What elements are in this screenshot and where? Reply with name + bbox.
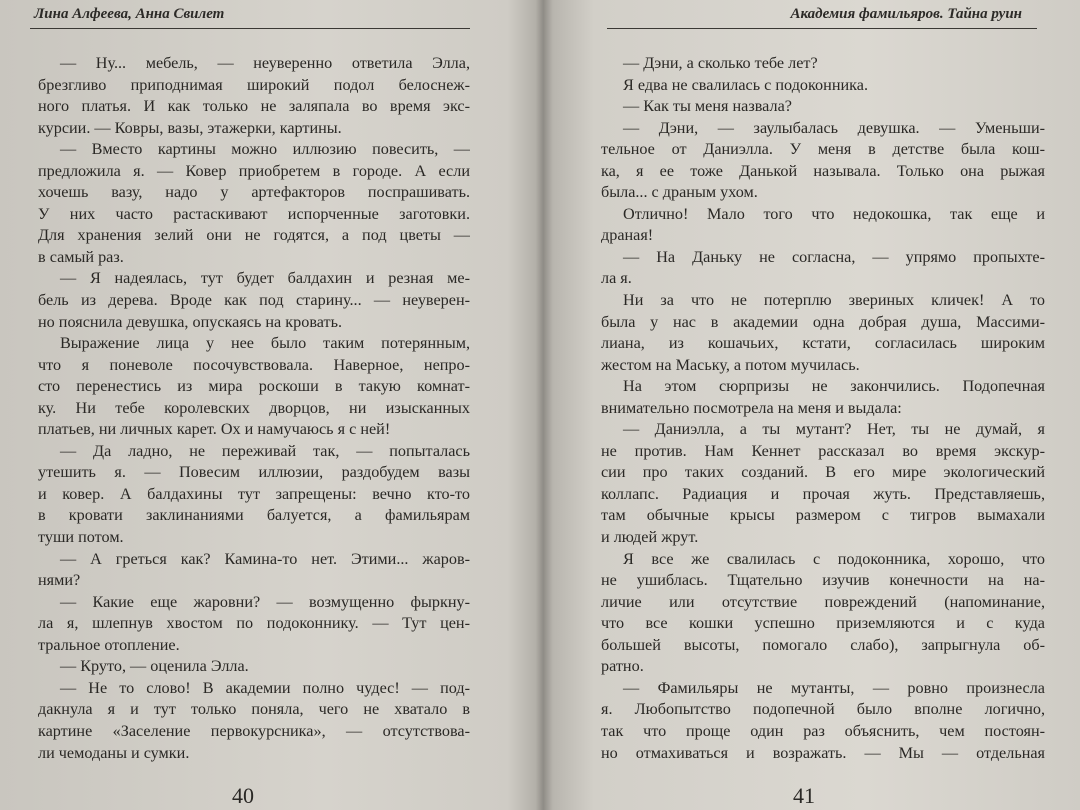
text-line: и людей жрут. bbox=[601, 528, 699, 547]
text-line: На этом сюрпризы не закончились. Подопечная bbox=[623, 377, 1045, 396]
text-line: — Дэни, — заулыбалась девушка. — Уменьши- bbox=[623, 118, 1045, 137]
text-line: но пояснила девушка, опускаясь на кровать. bbox=[38, 312, 343, 331]
text-line: была у нас в академии одна добрая душа, Массими- bbox=[601, 312, 1045, 331]
text-line: Я все же свалилась с подоконника, хорошо, что bbox=[623, 549, 1045, 568]
right-page bbox=[545, 0, 1080, 810]
text-line: не против. Нам Кеннет рассказал во время экскур- bbox=[601, 441, 1045, 460]
text-line: — Вместо картины можно иллюзию повесить, — bbox=[60, 140, 470, 159]
text-line: что все кошки успешно приземляются и с куда bbox=[601, 614, 1045, 633]
running-head-left: Лина Алфеева, Анна Свилет bbox=[34, 6, 225, 22]
text-line: ратно. bbox=[601, 657, 644, 676]
page-number-left: 40 bbox=[232, 783, 254, 808]
text-line: но отмахиваться и возражать. — Мы — отдельная bbox=[601, 743, 1045, 762]
text-line: сии про таких созданий. В его мире экологический bbox=[601, 463, 1045, 482]
text-line: — Круто, — оценила Элла. bbox=[60, 657, 249, 676]
text-line: брезгливо приподнимая широкий подол белоснеж- bbox=[38, 75, 470, 94]
text-line: что я поневоле посочувствовала. Наверное, непро- bbox=[38, 355, 470, 374]
text-line: была... с драным ухом. bbox=[601, 183, 758, 202]
text-line: курсии. — Ковры, вазы, этажерки, картины. bbox=[38, 118, 342, 137]
text-line: — Я надеялась, тут будет балдахин и резная ме- bbox=[60, 269, 470, 288]
text-line: дакнула я и тут только поняла, чего не хватало в bbox=[38, 700, 470, 719]
text-line: тельное от Даниэлла. У меня в детстве была кош- bbox=[601, 140, 1045, 159]
text-line: внимательно посмотрела на меня и выдала: bbox=[601, 398, 902, 417]
text-line: тральное отопление. bbox=[38, 635, 180, 654]
text-line: картине «Заселение первокурсника», — отсутствова- bbox=[38, 721, 470, 740]
text-line: и ковер. А балдахины тут запрещены: вечно кто-то bbox=[38, 484, 470, 503]
header-rule-right bbox=[607, 28, 1037, 29]
text-line: — Да ладно, не переживай так, — попыталась bbox=[60, 441, 470, 460]
text-line: не ушиблась. Тщательно изучив конечности на на- bbox=[601, 571, 1045, 590]
text-line: Отлично! Мало того что недокошка, так еще и bbox=[623, 204, 1045, 223]
text-line: большей высоты, помогало слабо), запрыгнула об- bbox=[601, 635, 1045, 654]
text-line: предложила я. — Ковер приобретем в городе. А если bbox=[38, 161, 470, 180]
text-line: — Какие еще жаровни? — возмущенно фыркну- bbox=[60, 592, 470, 611]
text-line: ли чемоданы и сумки. bbox=[38, 743, 190, 762]
text-line: бель из дерева. Вроде как под старину... — неуверен- bbox=[38, 291, 470, 310]
text-line: Выражение лица у нее было таким потерянным, bbox=[60, 334, 470, 353]
text-line: платьев, ни личных карет. Ох и намучаюсь я с ней! bbox=[38, 420, 391, 439]
text-line: — Даниэлла, а ты мутант? Нет, ты не думай, я bbox=[623, 420, 1045, 439]
text-line: хочешь вазу, надо у артефакторов поспрашивать. bbox=[38, 183, 470, 202]
text-line: лиана, из кошачьих, кстати, согласилась широким bbox=[601, 334, 1045, 353]
right-page-text bbox=[601, 53, 1045, 764]
text-line: — Дэни, а сколько тебе лет? bbox=[623, 54, 818, 72]
text-line: ку. Ни тебе королевских дворцов, ни изысканных bbox=[38, 398, 470, 417]
text-line: я. Любопытство подопечной было вполне логично, bbox=[601, 700, 1045, 719]
text-line: — Фамильяры не мутанты, — ровно произнесла bbox=[623, 678, 1045, 697]
text-line: У них часто растаскивают испорченные заготовки. bbox=[38, 204, 470, 223]
text-line: так что проще один раз объяснить, чем постоян- bbox=[601, 721, 1045, 740]
text-line: ла я, шлепнув хвостом по подоконнику. — Тут цен- bbox=[38, 614, 470, 633]
text-line: — Как ты меня назвала? bbox=[623, 97, 792, 116]
text-line: Ни за что не потерплю звериных кличек! А то bbox=[623, 291, 1045, 310]
text-line: в кровати заклинаниями балуется, а фамильярам bbox=[38, 506, 470, 525]
text-line: нями? bbox=[38, 571, 81, 590]
header-rule-left bbox=[30, 28, 470, 29]
text-line: — Не то слово! В академии полно чудес! — под- bbox=[60, 678, 470, 697]
left-page-text bbox=[38, 53, 470, 764]
text-line: в самый раз. bbox=[38, 247, 124, 266]
text-line: сто перенестись из мира роскоши в такую комнат- bbox=[38, 377, 470, 396]
text-line: — На Даньку не согласна, — упрямо пропыхте- bbox=[623, 247, 1045, 266]
text-line: Для хранения зелий они не годятся, а под цветы — bbox=[38, 226, 470, 245]
text-line: — А греться как? Камина-то нет. Этими... жаров- bbox=[60, 549, 470, 568]
text-line: туши потом. bbox=[38, 528, 124, 547]
text-line: коллапс. Радиация и прочая жуть. Представляешь, bbox=[601, 484, 1045, 503]
text-line: — Ну... мебель, — неуверенно ответила Элла, bbox=[60, 54, 470, 72]
text-line: личие или отсутствие повреждений (напоминание, bbox=[601, 592, 1045, 611]
text-line: ного платья. И как только не заляпала во время экс- bbox=[38, 97, 470, 116]
text-line: утешить я. — Повесим иллюзии, раздобудем вазы bbox=[38, 463, 470, 482]
page-number-right: 41 bbox=[793, 783, 815, 808]
text-line: жестом на Маську, а потом мучилась. bbox=[601, 355, 860, 374]
text-line: Я едва не свалилась с подоконника. bbox=[623, 75, 868, 94]
text-line: ка, я ее тоже Данькой называла. Только она рыжая bbox=[601, 161, 1045, 180]
text-line: драная! bbox=[601, 226, 654, 245]
text-line: там обычные крысы размером с тигров вымахали bbox=[601, 506, 1045, 525]
running-head-right: Академия фамильяров. Тайна руин bbox=[790, 6, 1022, 22]
text-line: ла я. bbox=[601, 269, 632, 288]
